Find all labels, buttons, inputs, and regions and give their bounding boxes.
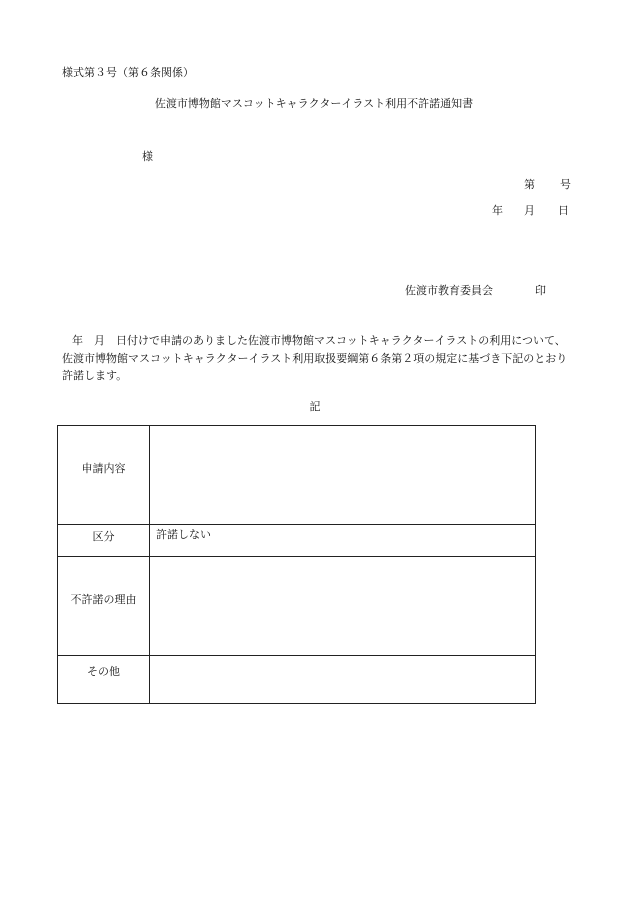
table-value-refusal-reason	[150, 557, 536, 656]
table-value-category: 許諾しない	[150, 525, 536, 557]
table-value-application-content	[150, 426, 536, 525]
recipient-name-blank	[62, 150, 142, 162]
date-year: 年	[492, 204, 503, 217]
table-row-category	[58, 525, 536, 557]
notice-body-text: 年 月 日付けで申請のありました佐渡市博物館マスコットキャラクターイラストの利用について、佐渡市博物館マスコットキャラクターイラスト利用取扱要綱第６条第２項の規定に基づき下記のとおり許諾します。	[62, 334, 568, 382]
document-title	[0, 95, 630, 111]
table-row-refusal-reason	[58, 557, 536, 656]
form-number: 様式第３号（第６条関係）	[62, 66, 194, 79]
document-title-text: 佐渡市博物館マスコットキャラクターイラスト利用不許諾通知書	[154, 97, 474, 110]
seal-mark: 印	[535, 284, 546, 297]
table-label-category: 区分	[58, 525, 150, 557]
ki-heading: 記	[309, 400, 321, 413]
document-number-label: 第	[524, 178, 535, 191]
date-day: 日	[558, 204, 569, 217]
table-label-other: その他	[58, 656, 150, 704]
details-table	[57, 425, 536, 704]
table-label-refusal-reason: 不許諾の理由	[58, 557, 150, 656]
table-label-application-content: 申請内容	[58, 426, 150, 525]
table-value-other	[150, 656, 536, 704]
recipient-honorific: 様	[142, 150, 153, 163]
issuer-name: 佐渡市教育委員会	[405, 284, 493, 297]
document-number-suffix: 号	[560, 178, 571, 191]
table-row-application-content	[58, 426, 536, 525]
date-month: 月	[524, 204, 535, 217]
table-row-other	[58, 656, 536, 704]
